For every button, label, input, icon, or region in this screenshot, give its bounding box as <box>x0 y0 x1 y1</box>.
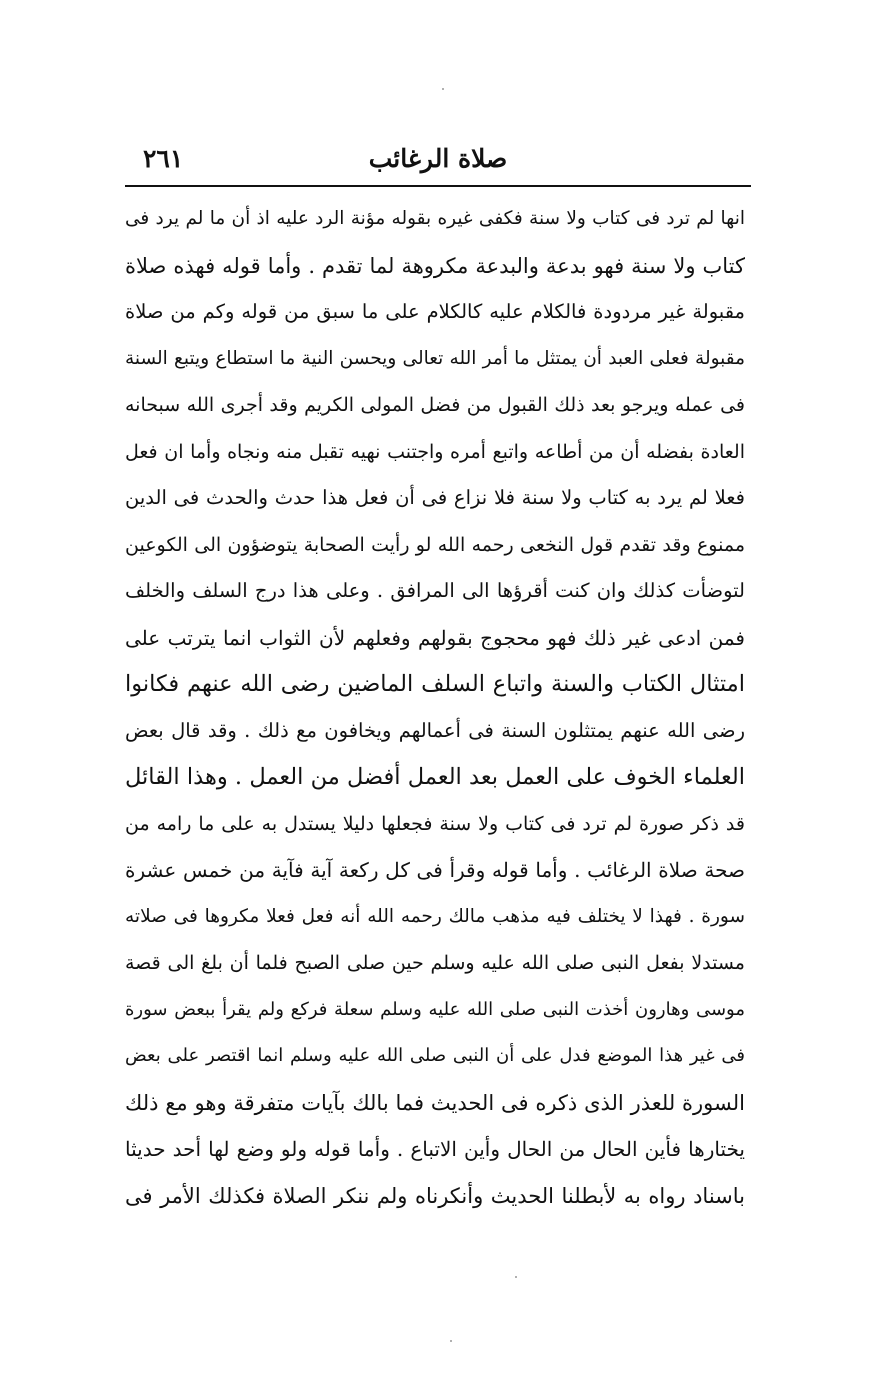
text-line: العلماء الخوف على العمل بعد العمل أفضل من العمل . وهذا القائل <box>125 764 745 790</box>
text-line: مستدلا بفعل النبى صلى الله عليه وسلم حين صلى الصبح فلما أن بلغ الى قصة <box>125 952 745 974</box>
text-line: سورة . فهذا لا يختلف فيه مذهب مالك رحمه الله أنه فعل فعلا مكروها فى صلاته <box>125 905 745 927</box>
text-line: موسى وهارون أخذت النبى صلى الله عليه وسلم سعلة فركع ولم يقرأ ببعض سورة <box>125 998 745 1020</box>
text-line: العادة بفضله أن من أطاعه واتبع أمره واجتنب نهيه تقبل منه ونجاه وأما ان فعل <box>125 440 745 463</box>
scan-speck <box>442 88 444 90</box>
text-line: مقبولة غير مردودة فالكلام عليه كالكلام على ما سبق من قوله وكم من صلاة <box>125 300 745 323</box>
body-text <box>125 196 745 1219</box>
text-line: مقبولة فعلى العبد أن يمتثل ما أمر الله تعالى ويحسن النية ما استطاع ويتبع السنة <box>125 347 745 369</box>
text-line: فعلا لم يرد به كتاب ولا سنة فلا نزاع فى أن فعل هذا حدث والحدث فى الدين <box>125 486 745 509</box>
page-number: ٢٦١ <box>143 144 184 173</box>
text-line: قد ذكر صورة لم ترد فى كتاب ولا سنة فجعلها دليلا يستدل به على ما رامه من <box>125 812 745 835</box>
text-line: ممنوع وقد تقدم قول النخعى رحمه الله لو رأيت الصحابة يتوضؤون الى الكوعين <box>125 533 745 556</box>
text-line: كتاب ولا سنة فهو بدعة والبدعة مكروهة لما تقدم . وأما قوله فهذه صلاة <box>125 253 745 278</box>
text-line: رضى الله عنهم يمتثلون السنة فى أعمالهم ويخافون مع ذلك . وقد قال بعض <box>125 718 745 742</box>
text-line: صحة صلاة الرغائب . وأما قوله وقرأ فى كل ركعة آية فآية من خمس عشرة <box>125 858 745 882</box>
header-rule <box>125 185 751 187</box>
text-line: فى غير هذا الموضع فدل على أن النبى صلى الله عليه وسلم انما اقتصر على بعض <box>125 1045 745 1066</box>
text-line: انها لم ترد فى كتاب ولا سنة فكفى غيره بقوله مؤنة الرد عليه اذ أن ما لم يرد فى <box>125 208 745 229</box>
running-title: صلاة الرغائب <box>368 144 508 173</box>
scan-speck <box>515 1276 517 1278</box>
text-line: امتثال الكتاب والسنة واتباع السلف الماضين رضى الله عنهم فكانوا <box>125 671 745 697</box>
text-line: باسناد رواه به لأبطلنا الحديث وأنكرناه ولم ننكر الصلاة فكذلك الأمر فى <box>125 1183 745 1208</box>
text-line: يختارها فأين الحال من الحال وأين الاتباع . وأما قوله ولو وضع لها أحد حديثا <box>125 1137 745 1161</box>
scan-speck <box>450 1340 452 1342</box>
text-line: السورة للعذر الذى ذكره فى الحديث فما بالك بآيات متفرقة وهو مع ذلك <box>125 1090 745 1115</box>
text-line: لتوضأت كذلك وان كنت أقرؤها الى المرافق . وعلى هذا درج السلف والخلف <box>125 579 745 602</box>
text-line: فمن ادعى غير ذلك فهو محجوج بقولهم وفعلهم لأن الثواب انما يترتب على <box>125 625 745 650</box>
page-header <box>125 140 751 184</box>
text-line: فى عمله ويرجو بعد ذلك القبول من فضل المولى الكريم وقد أجرى الله سبحانه <box>125 394 745 416</box>
